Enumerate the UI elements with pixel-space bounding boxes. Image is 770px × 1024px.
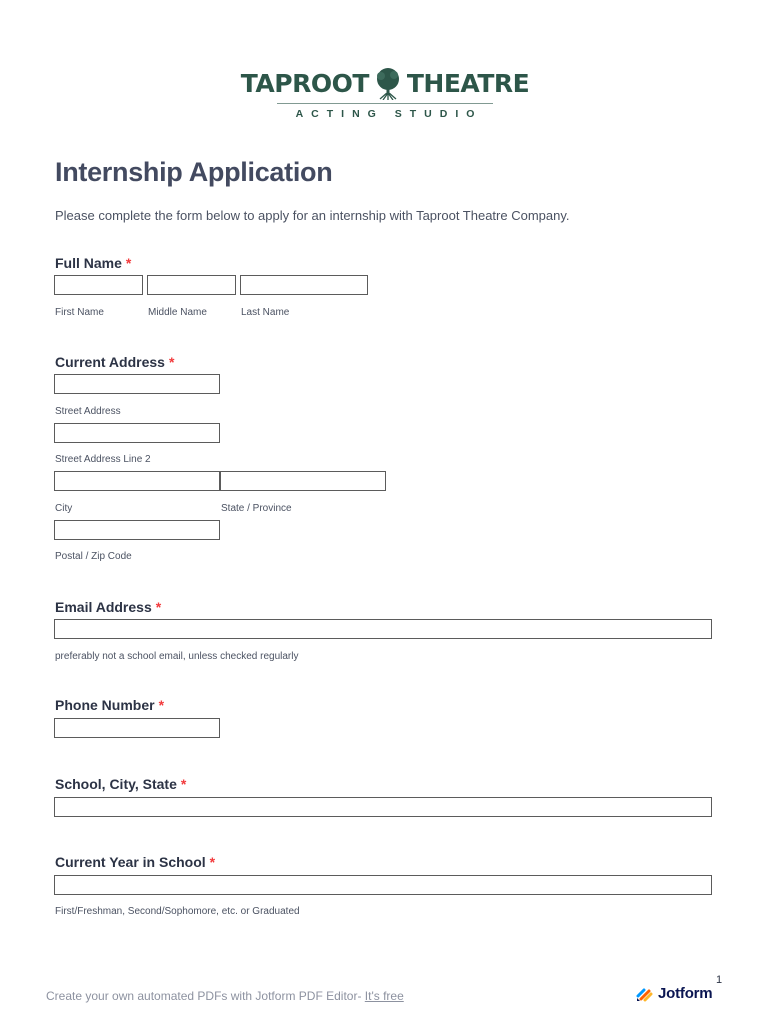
logo-rule xyxy=(277,103,493,104)
footer-link[interactable]: It's free xyxy=(364,989,404,1003)
current-address-label: Current Address * xyxy=(55,354,175,370)
phone-number-label: Phone Number * xyxy=(55,697,165,713)
middle-name-field[interactable] xyxy=(147,275,236,295)
required-asterisk: * xyxy=(209,854,216,870)
state-province-caption: State / Province xyxy=(221,503,292,514)
street-address-line2-caption: Street Address Line 2 xyxy=(55,454,151,465)
required-asterisk: * xyxy=(125,255,132,271)
last-name-caption: Last Name xyxy=(241,307,290,318)
taproot-logo xyxy=(0,66,770,120)
current-year-help-text: First/Freshman, Second/Sophomore, etc. or Graduated xyxy=(55,906,300,917)
street-address-caption: Street Address xyxy=(55,406,121,417)
footer-promo-text: Create your own automated PDFs with Jotform PDF Editor- xyxy=(46,989,365,1003)
jotform-wordmark: Jotform xyxy=(658,985,713,1002)
logo-text-taproot: TAPROOT xyxy=(240,68,369,98)
logo-subtitle: ACTING STUDIO xyxy=(295,108,483,120)
school-label: School, City, State * xyxy=(55,776,187,792)
state-province-field[interactable] xyxy=(220,471,386,491)
street-address-field[interactable] xyxy=(54,374,220,394)
street-address-line2-field[interactable] xyxy=(54,423,220,443)
required-asterisk: * xyxy=(180,776,187,792)
first-name-field[interactable] xyxy=(54,275,143,295)
jotform-brand[interactable] xyxy=(636,985,712,1002)
email-field[interactable] xyxy=(54,619,712,639)
postal-code-field[interactable] xyxy=(54,520,220,540)
logo-wordmark xyxy=(241,66,529,100)
middle-name-caption: Middle Name xyxy=(148,307,207,318)
school-field[interactable] xyxy=(54,797,712,817)
full-name-label: Full Name * xyxy=(55,255,132,271)
current-year-label: Current Year in School * xyxy=(55,854,216,870)
postal-code-caption: Postal / Zip Code xyxy=(55,551,132,562)
required-asterisk: * xyxy=(168,354,175,370)
page-title: Internship Application xyxy=(55,157,333,187)
logo-text-theatre: THEATRE xyxy=(406,68,530,98)
required-asterisk: * xyxy=(158,697,165,713)
last-name-field[interactable] xyxy=(240,275,368,295)
tree-icon xyxy=(371,66,405,100)
email-help-text: preferably not a school email, unless checked regularly xyxy=(55,651,299,662)
footer-promo xyxy=(46,989,404,1003)
required-asterisk: * xyxy=(155,599,162,615)
city-field[interactable] xyxy=(54,471,220,491)
jotform-icon xyxy=(636,986,654,1002)
page-number: 1 xyxy=(716,974,723,986)
intro-text: Please complete the form below to apply for an internship with Taproot Theatre Company. xyxy=(55,208,570,223)
email-address-label: Email Address * xyxy=(55,599,162,615)
city-caption: City xyxy=(55,503,73,514)
phone-number-field[interactable] xyxy=(54,718,220,738)
first-name-caption: First Name xyxy=(55,307,104,318)
current-year-field[interactable] xyxy=(54,875,712,895)
